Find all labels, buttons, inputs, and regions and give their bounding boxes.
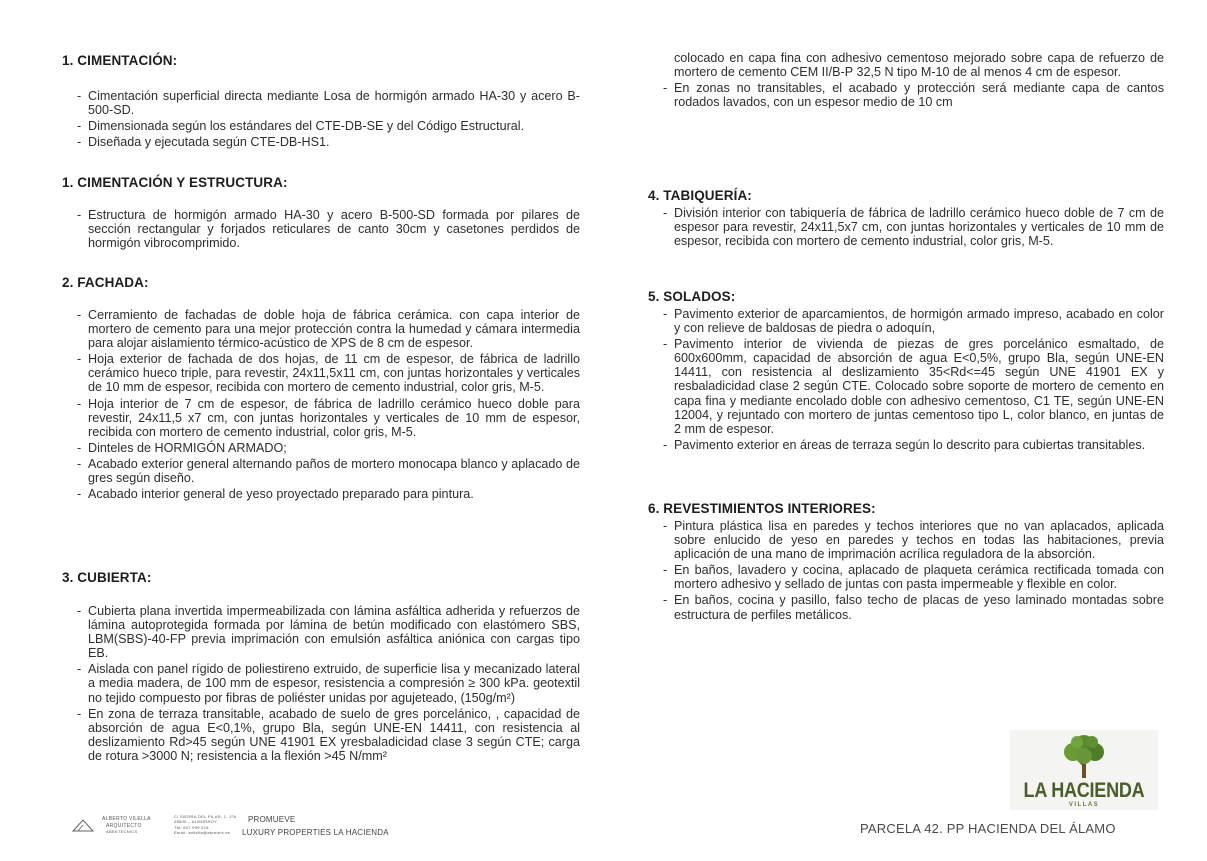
footer-credits — [62, 812, 422, 840]
list-item: - Acabado exterior general alternando paños de mortero monocapa blanco y aplacado de gres según diseño. — [62, 457, 580, 485]
section-list — [62, 604, 580, 763]
section-list — [62, 208, 580, 250]
list-item: - Cerramiento de fachadas de doble hoja de fábrica cerámica. con capa interior de mortero de cemento para una mejor protección contra la humedad y cámara intermedia para alojar aislamiento térmico-acústico de XPS de 8 cm de espesor. — [62, 308, 580, 350]
section-cimentacion — [62, 53, 580, 149]
promoter-label: PROMUEVE — [248, 815, 296, 824]
section-cubierta — [62, 570, 580, 763]
list-item: - Dimensionada según los estándares del CTE-DB-SE y del Código Estructural. — [62, 119, 580, 133]
architect-logo-icon — [72, 818, 94, 832]
section-tabiqueria — [648, 188, 1164, 248]
section-solados — [648, 289, 1164, 452]
list-item: - Pavimento interior de vivienda de piezas de gres porcelánico esmaltado, de 600x600mm, capacidad de absorción de agua E<0,5%, grupo Bla, según UNE-EN 14411, con resistencia al deslizamiento 35<Rd<=45 según UNE 41901 EX y resbaladicidad clase 2 según CTE. Colocado sobre soporte de mortero de cemento en capa fina y mediante encolado doble con adhesivo cementoso, C1 TE, según UNE-EN 12004, y rejuntado con mortero de juntas cementoso tipo L, color blanco, en juntas de 2 mm de espesor. — [648, 337, 1164, 436]
list-item: - En baños, lavadero y cocina, aplacado de plaqueta cerámica rectificada tomada con mortero adhesivo y sellado de juntas con pasta impermeable y flexible en color. — [648, 563, 1164, 591]
architect-phone: TM: 607 099 018 — [174, 825, 209, 830]
section-heading: 1. CIMENTACIÓN: — [62, 53, 178, 68]
brand-logo — [1010, 730, 1158, 810]
section-list — [62, 89, 580, 149]
list-item: - En baños, cocina y pasillo, falso techo de placas de yeso laminado montadas sobre estructura de perfiles metálicos. — [648, 593, 1164, 621]
architect-address-1: C/ SIERRA DEL PILAR, 1, 1ºA — [174, 814, 237, 819]
list-item: - Cimentación superficial directa mediante Losa de hormigón armado HA-30 y acero B-500-SD. — [62, 89, 580, 117]
section-revestimientos — [648, 501, 1164, 622]
section-cimentacion-estructura — [62, 175, 580, 250]
section-fachada — [62, 275, 580, 501]
section-heading: 5. SOLADOS: — [648, 289, 736, 304]
section-heading: 3. CUBIERTA: — [62, 570, 152, 585]
section-heading: 2. FACHADA: — [62, 275, 149, 290]
list-item: - Dinteles de HORMIGÓN ARMADO; — [62, 441, 580, 455]
list-item: - Estructura de hormigón armado HA-30 y acero B-500-SD formada por pilares de sección rectangular y forjados reticulares de canto 30cm y casetones perdidos de hormigón vibrocomprimido. — [62, 208, 580, 250]
list-item: - Aislada con panel rígido de poliestireno extruido, de superficie lisa y mecanizado lateral a media madera, de 100 mm de espesor, resistencia a compresión ≥ 300 kPa. geotextil no tejido compuesto por fibras de poliéster unidas por agujeteado, (150g/m²) — [62, 662, 580, 704]
list-item: - División interior con tabiquería de fábrica de ladrillo cerámico hueco doble de 7 cm de espesor para revestir, 24x11,5x7 cm, con juntas horizontales y verticales de 10 mm de espesor, recibida con mortero de cemento industrial, color gris, M-5. — [648, 206, 1164, 248]
list-item: - Acabado interior general de yeso proyectado preparado para pintura. — [62, 487, 580, 501]
promoter-name: LUXURY PROPERTIES LA HACIENDA — [242, 828, 389, 837]
architect-address-2: 28600 – ALMORROY — [174, 819, 218, 824]
list-item: - Pavimento exterior en áreas de terraza según lo descrito para cubiertas transitables. — [648, 438, 1164, 452]
section-list — [648, 307, 1164, 452]
section-list — [648, 519, 1164, 622]
section-heading: 6. REVESTIMIENTOS INTERIORES: — [648, 501, 876, 516]
list-item: - En zonas no transitables, el acabado y protección será mediante capa de cantos rodados lavados, con un espesor medio de 10 cm — [648, 81, 1164, 109]
section-cubierta-continuation — [648, 51, 1164, 109]
logo-title: LA HACIENDA — [1023, 779, 1145, 802]
section-list — [648, 206, 1164, 248]
section-heading: 1. CIMENTACIÓN Y ESTRUCTURA: — [62, 175, 288, 190]
list-item: - Hoja exterior de fachada de dos hojas, de 11 cm de espesor, de fábrica de ladrillo cerámico hueco triple, para revestir, 24x11,5x11 cm, con juntas horizontales y verticales de 10 mm de espesor, recibida con mortero de cemento industrial, color gris, M-5. — [62, 352, 580, 394]
list-item: - Pintura plástica lisa en paredes y techos interiores que no van aplacados, aplicada sobre enlucido de yeso en paredes y techos en todas las habitaciones, previa aplicación de una mano de imprimación acrílica reguladora de la absorción. — [648, 519, 1164, 561]
architect-email: Email: avilella@abreteis.es — [174, 830, 231, 835]
tree-icon — [1062, 732, 1106, 780]
architect-name: ALBERTO VILELLA — [102, 816, 151, 822]
list-item: colocado en capa fina con adhesivo cementoso mejorado sobre capa de refuerzo de mortero de cemento CEM II/B-P 32,5 N tipo M-10 de al menos 4 cm de espesor. — [674, 51, 1164, 80]
list-item: - Diseñada y ejecutada según CTE-DB-HS1. — [62, 135, 580, 149]
section-heading: 4. TABIQUERÍA: — [648, 188, 752, 203]
section-list — [62, 308, 580, 501]
list-item: - Hoja interior de 7 cm de espesor, de fábrica de ladrillo cerámico hueco doble para revestir, 24x11,5 x7 cm, con juntas horizontales y verticales de 10 mm de espesor, recibida con mortero de cemento industrial, color gris, M-5. — [62, 397, 580, 439]
list-item: - En zona de terraza transitable, acabado de suelo de gres porcelánico, , capacidad de absorción de agua E<0,1%, grupo Bla, según UNE-EN 14411, con resistencia al deslizamiento Rd>45 según UNE 41901 EX yresbaladicidad clase 3 según CTE; carga de rotura >3000 N; resistencia a la flexión >45 N/mm² — [62, 707, 580, 763]
section-list — [648, 51, 1164, 109]
architect-title: ARQUITECTO — [106, 823, 142, 829]
list-item: - Cubierta plana invertida impermeabilizada con lámina asfáltica adherida y refuerzos de lámina autoprotegida formada por lámina de betún modificado con elastómero SBS, LBM(SBS)-40-FP previa imprimación con emulsión asfáltica aniónica con cargas tipo EB. — [62, 604, 580, 660]
logo-subtitle: VILLAS — [1068, 802, 1100, 808]
parcel-reference: PARCELA 42. PP HACIENDA DEL ÁLAMO — [860, 821, 1116, 836]
list-item: - Pavimento exterior de aparcamientos, de hormigón armado impreso, acabado en color y con relieve de baldosas de piedra o adoquín, — [648, 307, 1164, 335]
architect-subtitle: ABEETECNICS — [106, 829, 138, 834]
